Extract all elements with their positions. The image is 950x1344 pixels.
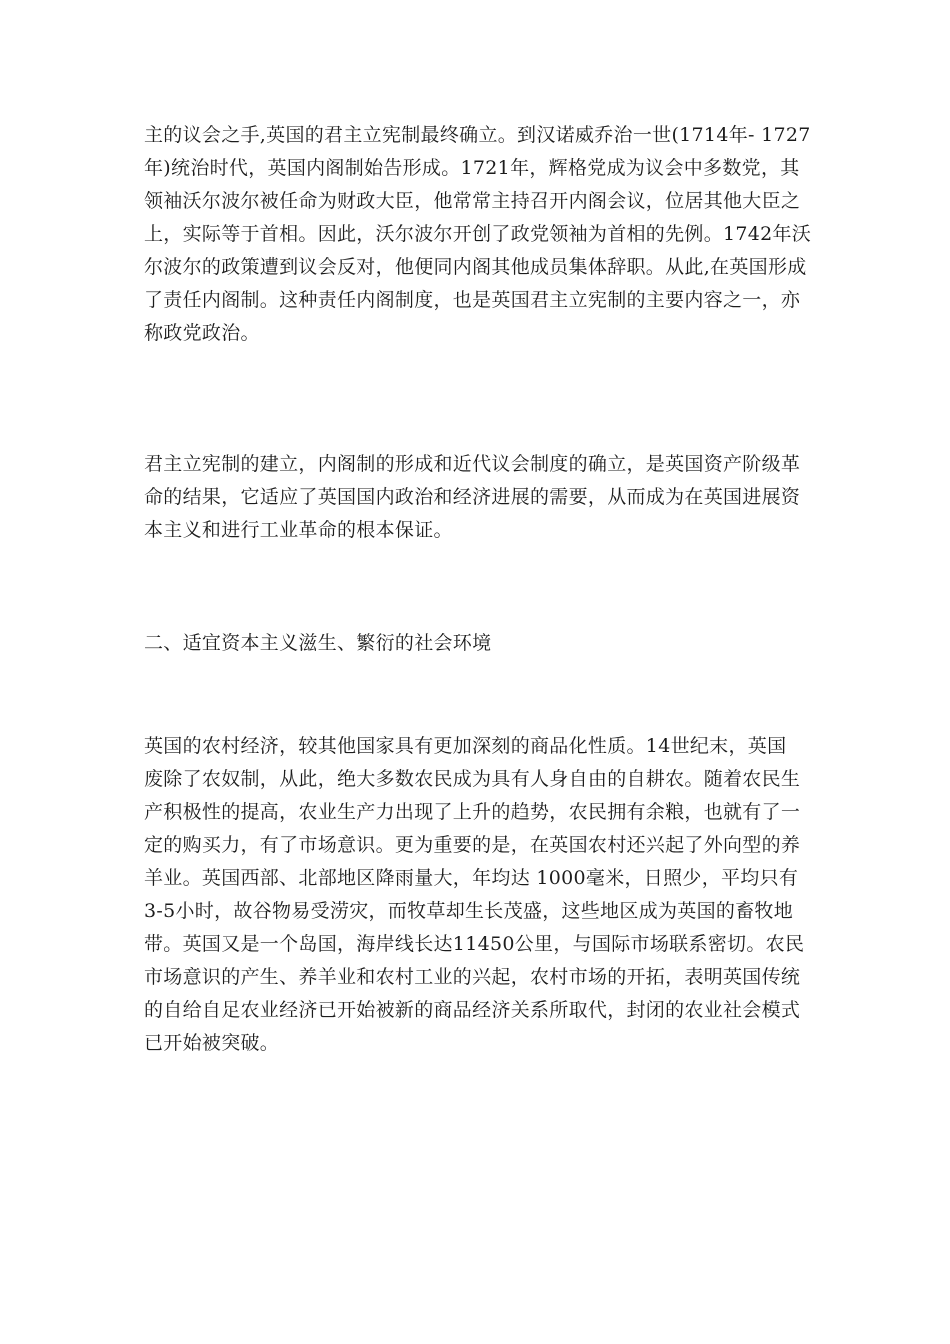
text-line: 产积极性的提高，农业生产力出现了上升的趋势，农民拥有余粮，也就有了一: [144, 801, 801, 823]
text-line: 的自给自足农业经济已开始被新的商品经济关系所取代，封闭的农业社会模式: [144, 999, 801, 1021]
text-line: 主的议会之手,英国的君主立宪制最终确立。到汉诺威乔治一世(1714年- 1727: [144, 124, 811, 146]
text-line: 定的购买力，有了市场意识。更为重要的是，在英国农村还兴起了外向型的养: [144, 834, 801, 856]
text-line: 废除了农奴制，从此，绝大多数农民成为具有人身自由的自耕农。随着农民生: [144, 768, 801, 790]
text-line: 本主义和进行工业革命的根本保证。: [144, 519, 453, 541]
text-line: 领袖沃尔波尔被任命为财政大臣，他常常主持召开内阁会议，位居其他大臣之: [144, 190, 801, 212]
paragraph-rural-economy: [144, 730, 814, 1060]
text-line: 年)统治时代，英国内阁制始告形成。1721年，辉格党成为议会中多数党，其: [144, 157, 800, 179]
text-line: 羊业。英国西部、北部地区降雨量大，年均达 1000毫米，日照少，平均只有: [144, 867, 799, 889]
text-line: 称政党政治。: [144, 322, 260, 344]
text-line: 尔波尔的政策遭到议会反对，他便同内阁其他成员集体辞职。从此,在英国形成: [144, 256, 807, 278]
text-line: 已开始被突破。: [144, 1032, 280, 1054]
text-line: 命的结果，它适应了英国国内政治和经济进展的需要，从而成为在英国进展资: [144, 486, 801, 508]
text-line: 上，实际等于首相。因此，沃尔波尔开创了政党领袖为首相的先例。1742年沃: [144, 223, 812, 245]
section-heading: [144, 627, 814, 660]
text-line: 了责任内阁制。这种责任内阁制度，也是英国君主立宪制的主要内容之一，亦: [144, 289, 801, 311]
text-line: 君主立宪制的建立，内阁制的形成和近代议会制度的确立，是英国资产阶级革: [144, 453, 801, 475]
text-line: 带。英国又是一个岛国，海岸线长达11450公里，与国际市场联系密切。农民: [144, 933, 805, 955]
paragraph-revolution-result: [144, 448, 814, 547]
text-line: 英国的农村经济，较其他国家具有更加深刻的商品化性质。14世纪末，英国: [144, 735, 787, 757]
text-line: 市场意识的产生、养羊业和农村工业的兴起，农村市场的开拓，表明英国传统: [144, 966, 801, 988]
heading-text: 二、适宜资本主义滋生、繁衍的社会环境: [144, 632, 492, 654]
text-line: 3-5小时，故谷物易受涝灾，而牧草却生长茂盛，这些地区成为英国的畜牧地: [144, 900, 794, 922]
paragraph-constitutional-monarchy: [144, 119, 814, 350]
